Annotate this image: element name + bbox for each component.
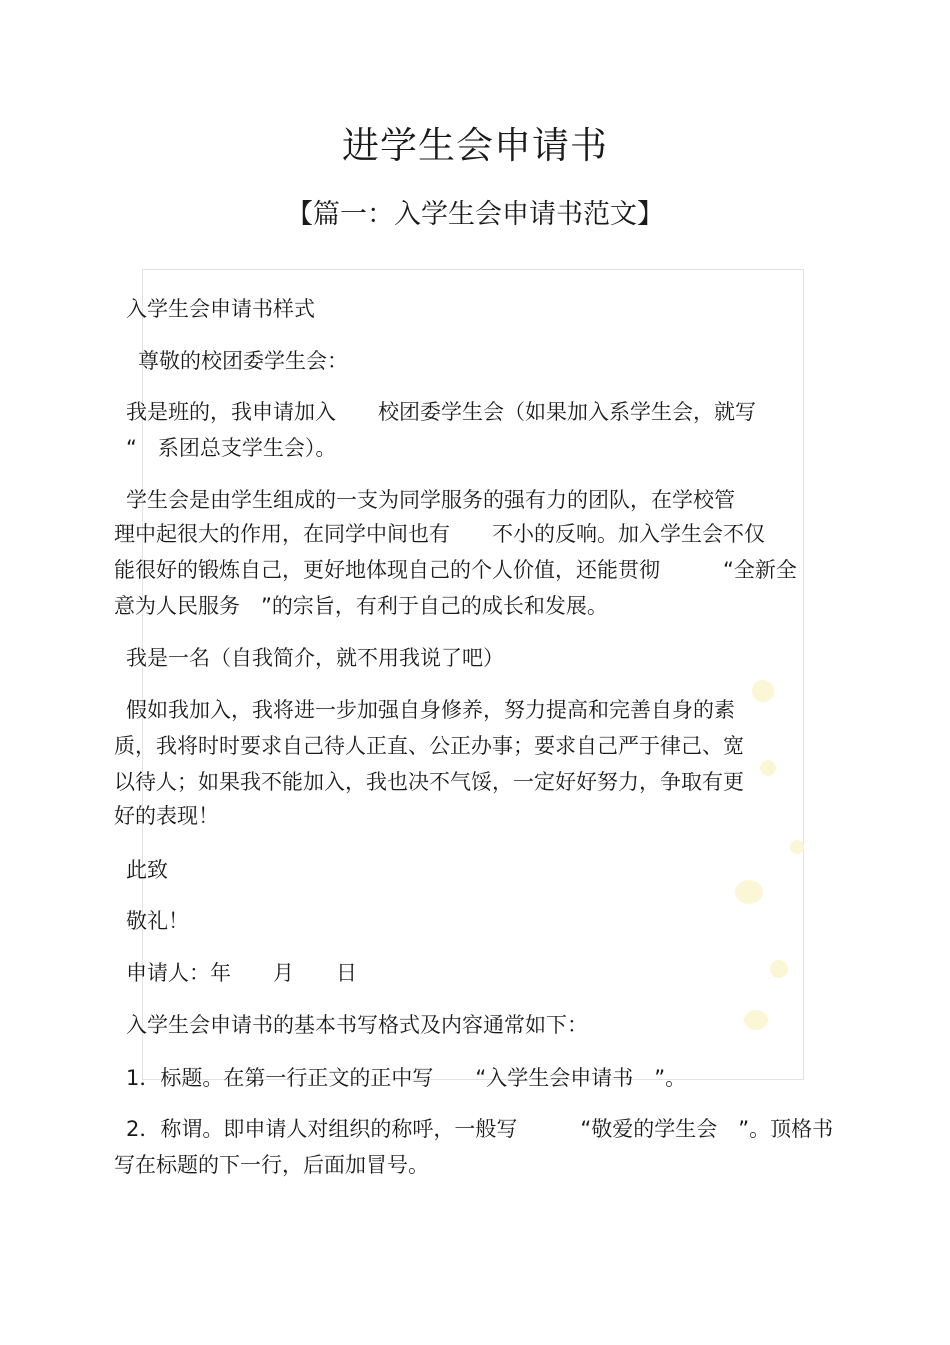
faint-speckle (760, 760, 776, 776)
body-line: 意为人民服务 ”的宗旨，有利于自己的成长和发展。 (114, 594, 608, 618)
document-title: 进学生会申请书 (342, 124, 608, 167)
faint-speckle (770, 960, 788, 978)
body-line: 写在标题的下一行，后面加冒号。 (114, 1153, 429, 1177)
faint-speckle (752, 680, 774, 702)
closing-line: 敬礼！ (126, 909, 189, 933)
body-line: 尊敬的校团委学生会： (138, 349, 348, 373)
body-line: 理中起很大的作用，在同学中间也有 不小的反响。加入学生会不仅 (114, 522, 765, 546)
document-subtitle: 【篇一：入学生会申请书范文】 (286, 199, 664, 230)
body-line: 好的表现！ (114, 804, 219, 828)
body-line: 入学生会申请书的基本书写格式及内容通常如下： (126, 1013, 588, 1037)
closing-line: 此致 (126, 858, 168, 882)
body-line: “ 系团总支学生会）。 (126, 436, 337, 460)
body-line: 入学生会申请书样式 (126, 297, 315, 321)
body-line: 学生会是由学生组成的一支为同学服务的强有力的团队，在学校管 (126, 488, 735, 512)
faint-speckle (790, 840, 804, 854)
faint-speckle (744, 1010, 768, 1030)
list-item: 1．标题。在第一行正文的正中写 “入学生会申请书 ”。 (126, 1066, 687, 1090)
faint-speckle (735, 880, 763, 904)
body-line: 能很好的锻炼自己，更好地体现自己的个人价值，还能贯彻 “全新全 (114, 558, 797, 582)
list-item: 2．称谓。即申请人对组织的称呼，一般写 “敬爱的学生会 ”。顶格书 (126, 1117, 834, 1141)
body-line: 以待人；如果我不能加入，我也决不气馁，一定好好努力，争取有更 (114, 770, 744, 794)
body-line: 我是一名（自我简介，就不用我说了吧） (126, 646, 504, 670)
body-line: 假如我加入，我将进一步加强自身修养，努力提高和完善自身的素 (126, 698, 735, 722)
signature-line: 申请人：年 月 日 (126, 961, 357, 985)
body-line: 我是班的，我申请加入 校团委学生会（如果加入系学生会，就写 (126, 400, 756, 424)
body-line: 质，我将时时要求自己待人正直、公正办事；要求自己严于律己、宽 (114, 734, 744, 758)
